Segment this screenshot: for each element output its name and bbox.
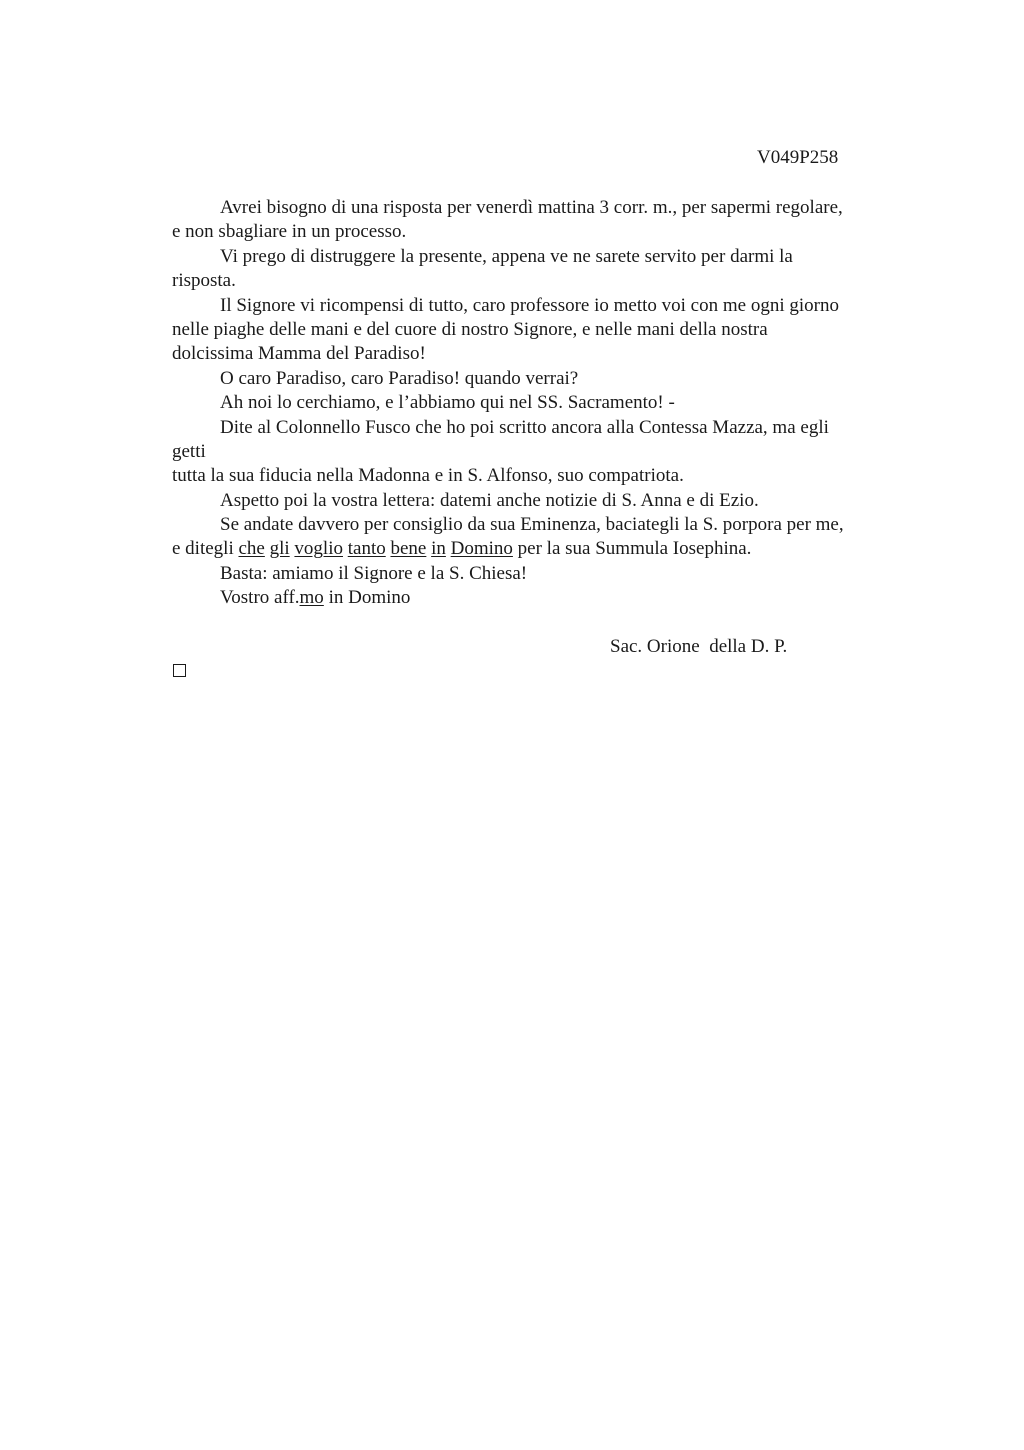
underlined-word: in — [431, 538, 446, 560]
underlined-word: gli — [269, 538, 290, 560]
text-line: tutta la sua fiducia nella Madonna e in S. Alfonso, suo compatriota. — [172, 465, 684, 487]
signature: Sac. Orione della D. P. — [610, 636, 788, 657]
text-line — [172, 537, 912, 561]
text-fragment: Vostro aff. — [220, 587, 300, 609]
document-reference-code: V049P258 — [757, 147, 839, 168]
text-line: dolcissima Mamma del Paradiso! — [172, 343, 426, 365]
text-line: nelle piaghe delle mani e del cuore di nostro Signore, e nelle mani della nostra — [172, 318, 768, 340]
empty-box-icon — [173, 664, 186, 677]
text-line: Basta: amiamo il Signore e la S. Chiesa! — [220, 562, 528, 584]
text-line: getti — [172, 440, 206, 462]
text-fragment: e ditegli — [172, 538, 234, 560]
underlined-word: voglio — [294, 538, 343, 560]
text-line: Aspetto poi la vostra lettera: datemi anche notizie di S. Anna e di Ezio. — [220, 489, 759, 511]
closing-line — [172, 586, 912, 610]
text-line: Dite al Colonnello Fusco che ho poi scritto ancora alla Contessa Mazza, ma egli — [220, 416, 829, 438]
text-fragment: per la sua Summula Iosephina. — [517, 538, 752, 560]
letter-body — [172, 196, 912, 611]
underlined-word: tanto — [347, 538, 386, 560]
text-line: risposta. — [172, 270, 236, 292]
underlined-word: che — [238, 538, 265, 560]
text-line: Il Signore vi ricompensi di tutto, caro professore io metto voi con me ogni giorno — [220, 294, 839, 316]
text-line: Se andate davvero per consiglio da sua Eminenza, baciategli la S. porpora per me, — [220, 514, 844, 536]
text-line: O caro Paradiso, caro Paradiso! quando verrai? — [220, 367, 579, 389]
underlined-word: bene — [390, 538, 427, 560]
text-line: e non sbagliare in un processo. — [172, 221, 407, 243]
underlined-abbreviation: mo — [299, 587, 324, 609]
text-line: Avrei bisogno di una risposta per venerdì mattina 3 corr. m., per sapermi regolare, — [220, 197, 843, 218]
underlined-word: Domino — [450, 538, 513, 560]
text-line: Ah noi lo cerchiamo, e l’abbiamo qui nel SS. Sacramento! - — [220, 392, 675, 414]
text-line: Vi prego di distruggere la presente, appena ve ne sarete servito per darmi la — [220, 245, 793, 267]
text-fragment: in Domino — [328, 587, 411, 609]
